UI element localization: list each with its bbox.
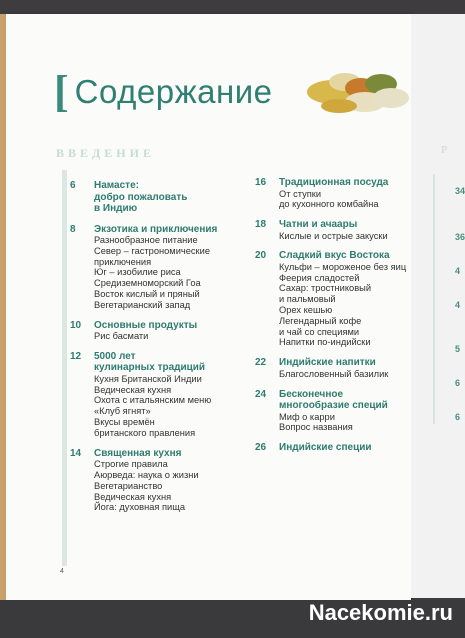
toc-entry[interactable] (255, 177, 415, 210)
toc-subitems: Разнообразное питание Север – гастрономические приключения Юг – изобилие риса Средиземноморский Гоа Восток кислый и пряный Вегетарианский запад (94, 235, 210, 310)
toc-title: Священная кухня (94, 447, 182, 459)
toc-page-number: 24 (255, 388, 267, 400)
toc-subitems: Миф о карри Вопрос названия (279, 411, 353, 433)
next-page-number: 4 (455, 300, 461, 310)
toc-title: Бесконечное многообразие специй (279, 388, 388, 412)
contents-left-column (70, 180, 240, 522)
next-page-number: 34 (455, 186, 465, 196)
section-label: ВВЕДЕНИЕ (56, 146, 155, 160)
bracket-ornament: [ (54, 67, 69, 116)
toc-subitems: Строгие правила Аюрведа: наука о жизни Вегетарианство Ведическая кухня Йога: духовная пища (94, 459, 199, 513)
toc-title: Индийские специи (279, 442, 372, 454)
toc-title: Экзотика и приключения (94, 223, 218, 235)
watermark: Nacekomie.ru (308, 600, 453, 625)
toc-entry[interactable] (70, 180, 240, 215)
toc-entry[interactable] (70, 351, 240, 439)
toc-page-number: 20 (255, 250, 267, 262)
toc-page-number: 16 (255, 177, 267, 188)
toc-entry[interactable] (255, 219, 415, 241)
toc-page-number: 8 (70, 223, 76, 235)
toc-page-number: 14 (70, 447, 82, 459)
toc-entry[interactable] (255, 250, 415, 348)
toc-subitems: От ступки до кухонного комбайна (279, 188, 379, 210)
section-rule (62, 170, 67, 566)
contents-right-column (255, 177, 415, 463)
toc-entry[interactable] (70, 448, 240, 513)
toc-page-number: 12 (70, 350, 82, 362)
toc-entry[interactable] (255, 357, 415, 379)
next-page-number: 36 (455, 232, 465, 242)
toc-subitems: Кухня Британской Индии Ведическая кухня Охота с итальянским меню «Клуб ягнят» Вкусы времён британского правления (94, 373, 212, 438)
toc-title: Традиционная посуда (279, 177, 389, 188)
page-header (54, 67, 273, 116)
next-page-number: 6 (455, 378, 461, 388)
toc-title: Намасте: добро пожаловать в Индию (94, 180, 188, 214)
next-page-label: Р (441, 144, 450, 156)
toc-entry[interactable] (70, 224, 240, 311)
toc-entry[interactable] (255, 442, 415, 454)
toc-subitems: Кульфи – мороженое без яиц Феерия сладостей Сахар: тростниковый и пальмовый Орех кешью Легендарный кофе и чай со специями Напитки по-индийски (279, 261, 407, 348)
toc-subitems: Благословенный базилик (279, 368, 389, 379)
toc-entry[interactable] (255, 389, 415, 434)
toc-title: Чатни и ачаары (279, 219, 358, 231)
toc-entry[interactable] (70, 320, 240, 342)
toc-title: 5000 лет кулинарных традиций (94, 350, 206, 374)
toc-page-number: 10 (70, 319, 82, 331)
toc-title: Индийские напитки (279, 357, 376, 369)
page-title: Содержание (74, 73, 273, 110)
toc-title: Основные продукты (94, 319, 198, 331)
toc-page-number: 18 (255, 219, 267, 231)
next-page (411, 14, 465, 598)
toc-page-number: 22 (255, 357, 267, 369)
page-number: 4 (60, 568, 64, 575)
toc-subitems: Кислые и острые закуски (279, 230, 388, 241)
toc-page-number: 6 (70, 180, 76, 191)
toc-title: Сладкий вкус Востока (279, 250, 390, 262)
spices-illustration (303, 70, 413, 120)
next-page-number: 5 (455, 344, 461, 354)
next-page-number: 4 (455, 266, 461, 276)
next-page-number: 6 (455, 412, 461, 422)
next-page-divider (433, 174, 435, 424)
toc-page-number: 26 (255, 442, 267, 454)
toc-subitems: Рис басмати (94, 331, 149, 342)
